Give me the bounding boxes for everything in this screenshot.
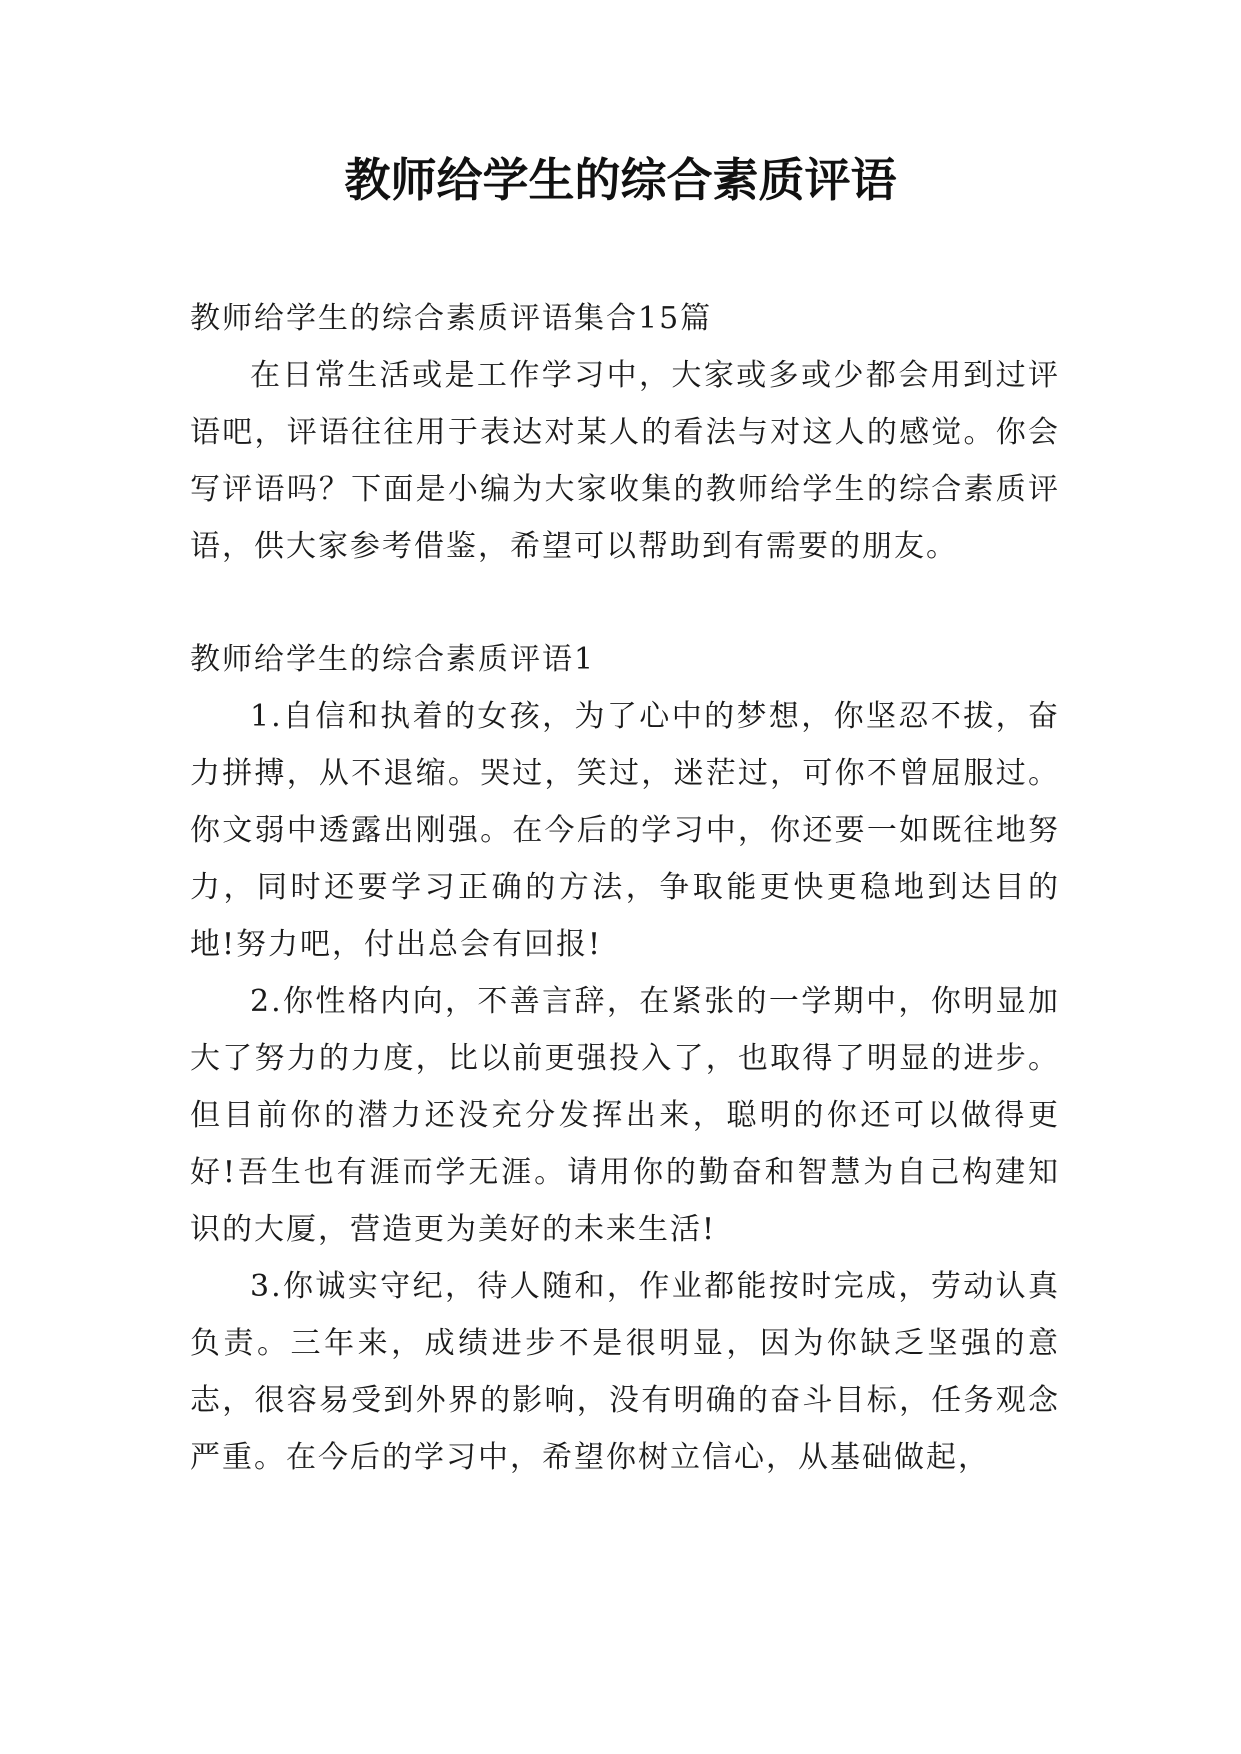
- intro-paragraph: 在日常生活或是工作学习中，大家或多或少都会用到过评语吧，评语往往用于表达对某人的看法与对这人的感觉。你会写评语吗？下面是小编为大家收集的教师给学生的综合素质评语，供大家参考借鉴，希望可以帮助到有需要的朋友。: [190, 358, 1060, 564]
- document-body: [190, 290, 1060, 1486]
- document-subtitle: 教师给学生的综合素质评语集合15篇: [190, 301, 713, 336]
- comment-paragraph-2: 2.你性格内向，不善言辞，在紧张的一学期中，你明显加大了努力的力度，比以前更强投入了，也取得了明显的进步。但目前你的潜力还没充分发挥出来，聪明的你还可以做得更好!吾生也有涯而学无涯。请用你的勤奋和智慧为自己构建知识的大厦，营造更为美好的未来生活!: [190, 984, 1060, 1247]
- comment-paragraph-3: 3.你诚实守纪，待人随和，作业都能按时完成，劳动认真负责。三年来，成绩进步不是很明显，因为你缺乏坚强的意志，很容易受到外界的影响，没有明确的奋斗目标，任务观念严重。在今后的学习中，希望你树立信心，从基础做起，: [190, 1269, 1060, 1475]
- document-title: 教师给学生的综合素质评语: [344, 153, 897, 207]
- comment-paragraph-1: 1.自信和执着的女孩，为了心中的梦想，你坚忍不拔，奋力拼搏，从不退缩。哭过，笑过，迷茫过，可你不曾屈服过。你文弱中透露出刚强。在今后的学习中，你还要一如既往地努力，同时还要学习正确的方法，争取能更快更稳地到达目的地!努力吧，付出总会有回报!: [190, 699, 1060, 962]
- section-spacer: [190, 575, 1060, 631]
- section-heading: 教师给学生的综合素质评语1: [190, 642, 596, 677]
